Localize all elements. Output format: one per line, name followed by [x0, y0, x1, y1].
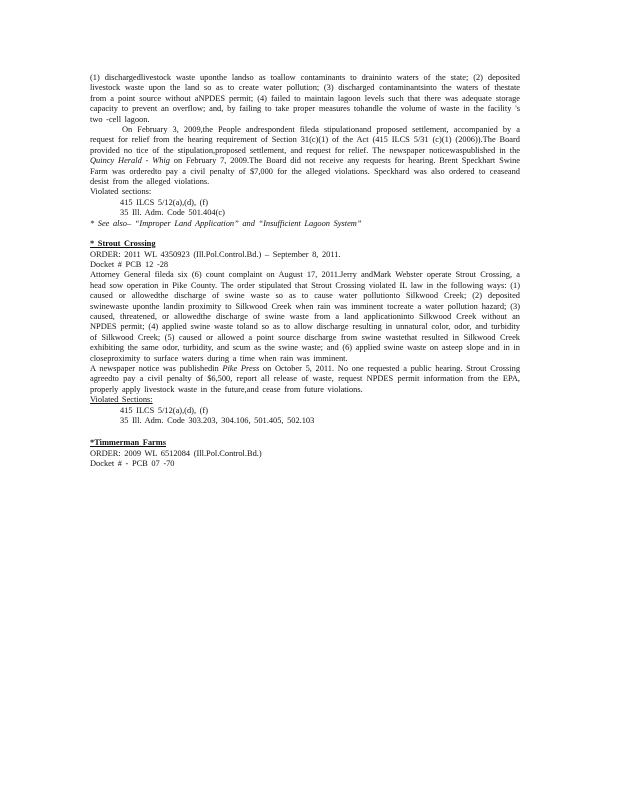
paragraph-violations-list: (1) dischargedlivestock waste uponthe landso as toallow contaminants to draininto waters of the state; (2) deposited livestock waste upon the land so as to create water pollution; (3) discharged contaminantsinto the waters of thestate from a point source without aNPDES permit; (4) failed to maintain lagoon levels such that there was adequate storage capacity to prevent an overflow; and, by failing to take proper measures tohandle the volume of waste in the facility 's two -cell lagoon.	[90, 73, 520, 124]
see-also-prefix: * See also–	[90, 218, 132, 228]
bullet-item	[90, 198, 520, 208]
bullet-item	[90, 406, 520, 416]
section-heading-strout-crossing: * Strout Crossing	[90, 239, 156, 249]
section-heading-timmerman-farms: *Timmerman Farms	[90, 438, 167, 448]
paragraph-complaint: Attorney General fileda six (6) count complaint on August 17, 2011.Jerry andMark Webster operate Strout Crossing, a head sow operation in Pike County. The order stipulated that Strout Crossing violated IL law in the following ways: (1) caused or allowedthe discharge of swine waste so as to cause water pollutionto Silkwood Creek; (2) deposited swinewaste uponthe landin proximity to Silkwood Creek when rain was imminent tocreate a water pollution hazard; (3) caused, threatened, or allowedthe discharge of swine waste from a land applicationinto Silkwood Creek without an NPDES permit; (4) applied swine waste toland so as to allow discharge resulting in unnatural color, odor, and turbidity of Silkwood Creek; (5) caused or allowed a point source discharge from swine wastethat resulted in Silkwood Creek exhibiting the same odor, turbidity, and scum as the swine waste; and (6) applied swine waste on asteep slope and in in closeproximity to surface waters during a time when rain was imminent.	[90, 270, 520, 363]
bullet-icon	[106, 416, 120, 426]
docket-number: Docket # PCB 12 -28	[90, 259, 169, 269]
bullet-icon	[106, 406, 120, 416]
document-page	[90, 73, 520, 470]
bullet-item	[90, 208, 520, 218]
newspaper-name: Pike Press	[222, 363, 260, 373]
bullet-item	[90, 416, 520, 426]
see-also-text: “Improper Land Application” and “Insufficient Lagoon System”	[134, 218, 362, 228]
text: On February 3, 2009,the People andrespondent fileda stipulationand proposed settlement, accompanied by a request for relief from the hearing requirement of Section 31(c)(1) of the Act (415 ILCS 5/31 (c)(1) (2006)).The Board provided no tice of the stipulation,proposed settlement, and request for relief. The newspaper noticewaspublished in the	[90, 125, 520, 155]
bullet-text: 35 Ill. Adm. Code 303.203, 304.106, 501.405, 502.103	[120, 416, 315, 425]
bullet-icon	[106, 198, 120, 208]
docket-number: Docket # - PCB 07 -70	[90, 459, 175, 469]
paragraph-settlement	[90, 125, 520, 187]
text: on February 7, 2009.The Board did not receive any requests for hearing. Brent Speckhart Swine Farm was orderedto pay a civil penalty of $7,000 for the alleged violations. Speckhard was also ordered to ceaseand desist from the alleged violations.	[90, 156, 521, 187]
text: A newspaper notice was publishedin	[90, 363, 219, 373]
order-citation: ORDER: 2009 WL 6512084 (Ill.Pol.Control.Bd.)	[90, 448, 262, 458]
paragraph-notice	[90, 364, 520, 395]
newspaper-name: Quincy Herald - Whig	[90, 156, 170, 166]
violated-sections-label: Violated Sections:	[90, 395, 153, 405]
see-also	[90, 219, 520, 229]
violated-sections-label: Violated sections:	[90, 187, 152, 197]
order-citation: ORDER: 2011 WL 4350923 (Ill.Pol.Control.Bd.) – September 8, 2011.	[90, 249, 341, 259]
bullet-icon	[106, 208, 120, 218]
bullet-text: 35 Ill. Adm. Code 501.404(c)	[120, 208, 225, 218]
bullet-text: 415 ILCS 5/12(a),(d), (f)	[120, 197, 208, 207]
bullet-text: 415 ILCS 5/12(a),(d), (f)	[120, 405, 208, 415]
text: on October 5, 2011. No one requested a public hearing. Strout Crossing agreedto pay a civil penalty of $6,500, report all release of waste, request NPDES permit information from the EPA, properly apply livestock waste in the future,and cease from future violations.	[90, 363, 521, 394]
